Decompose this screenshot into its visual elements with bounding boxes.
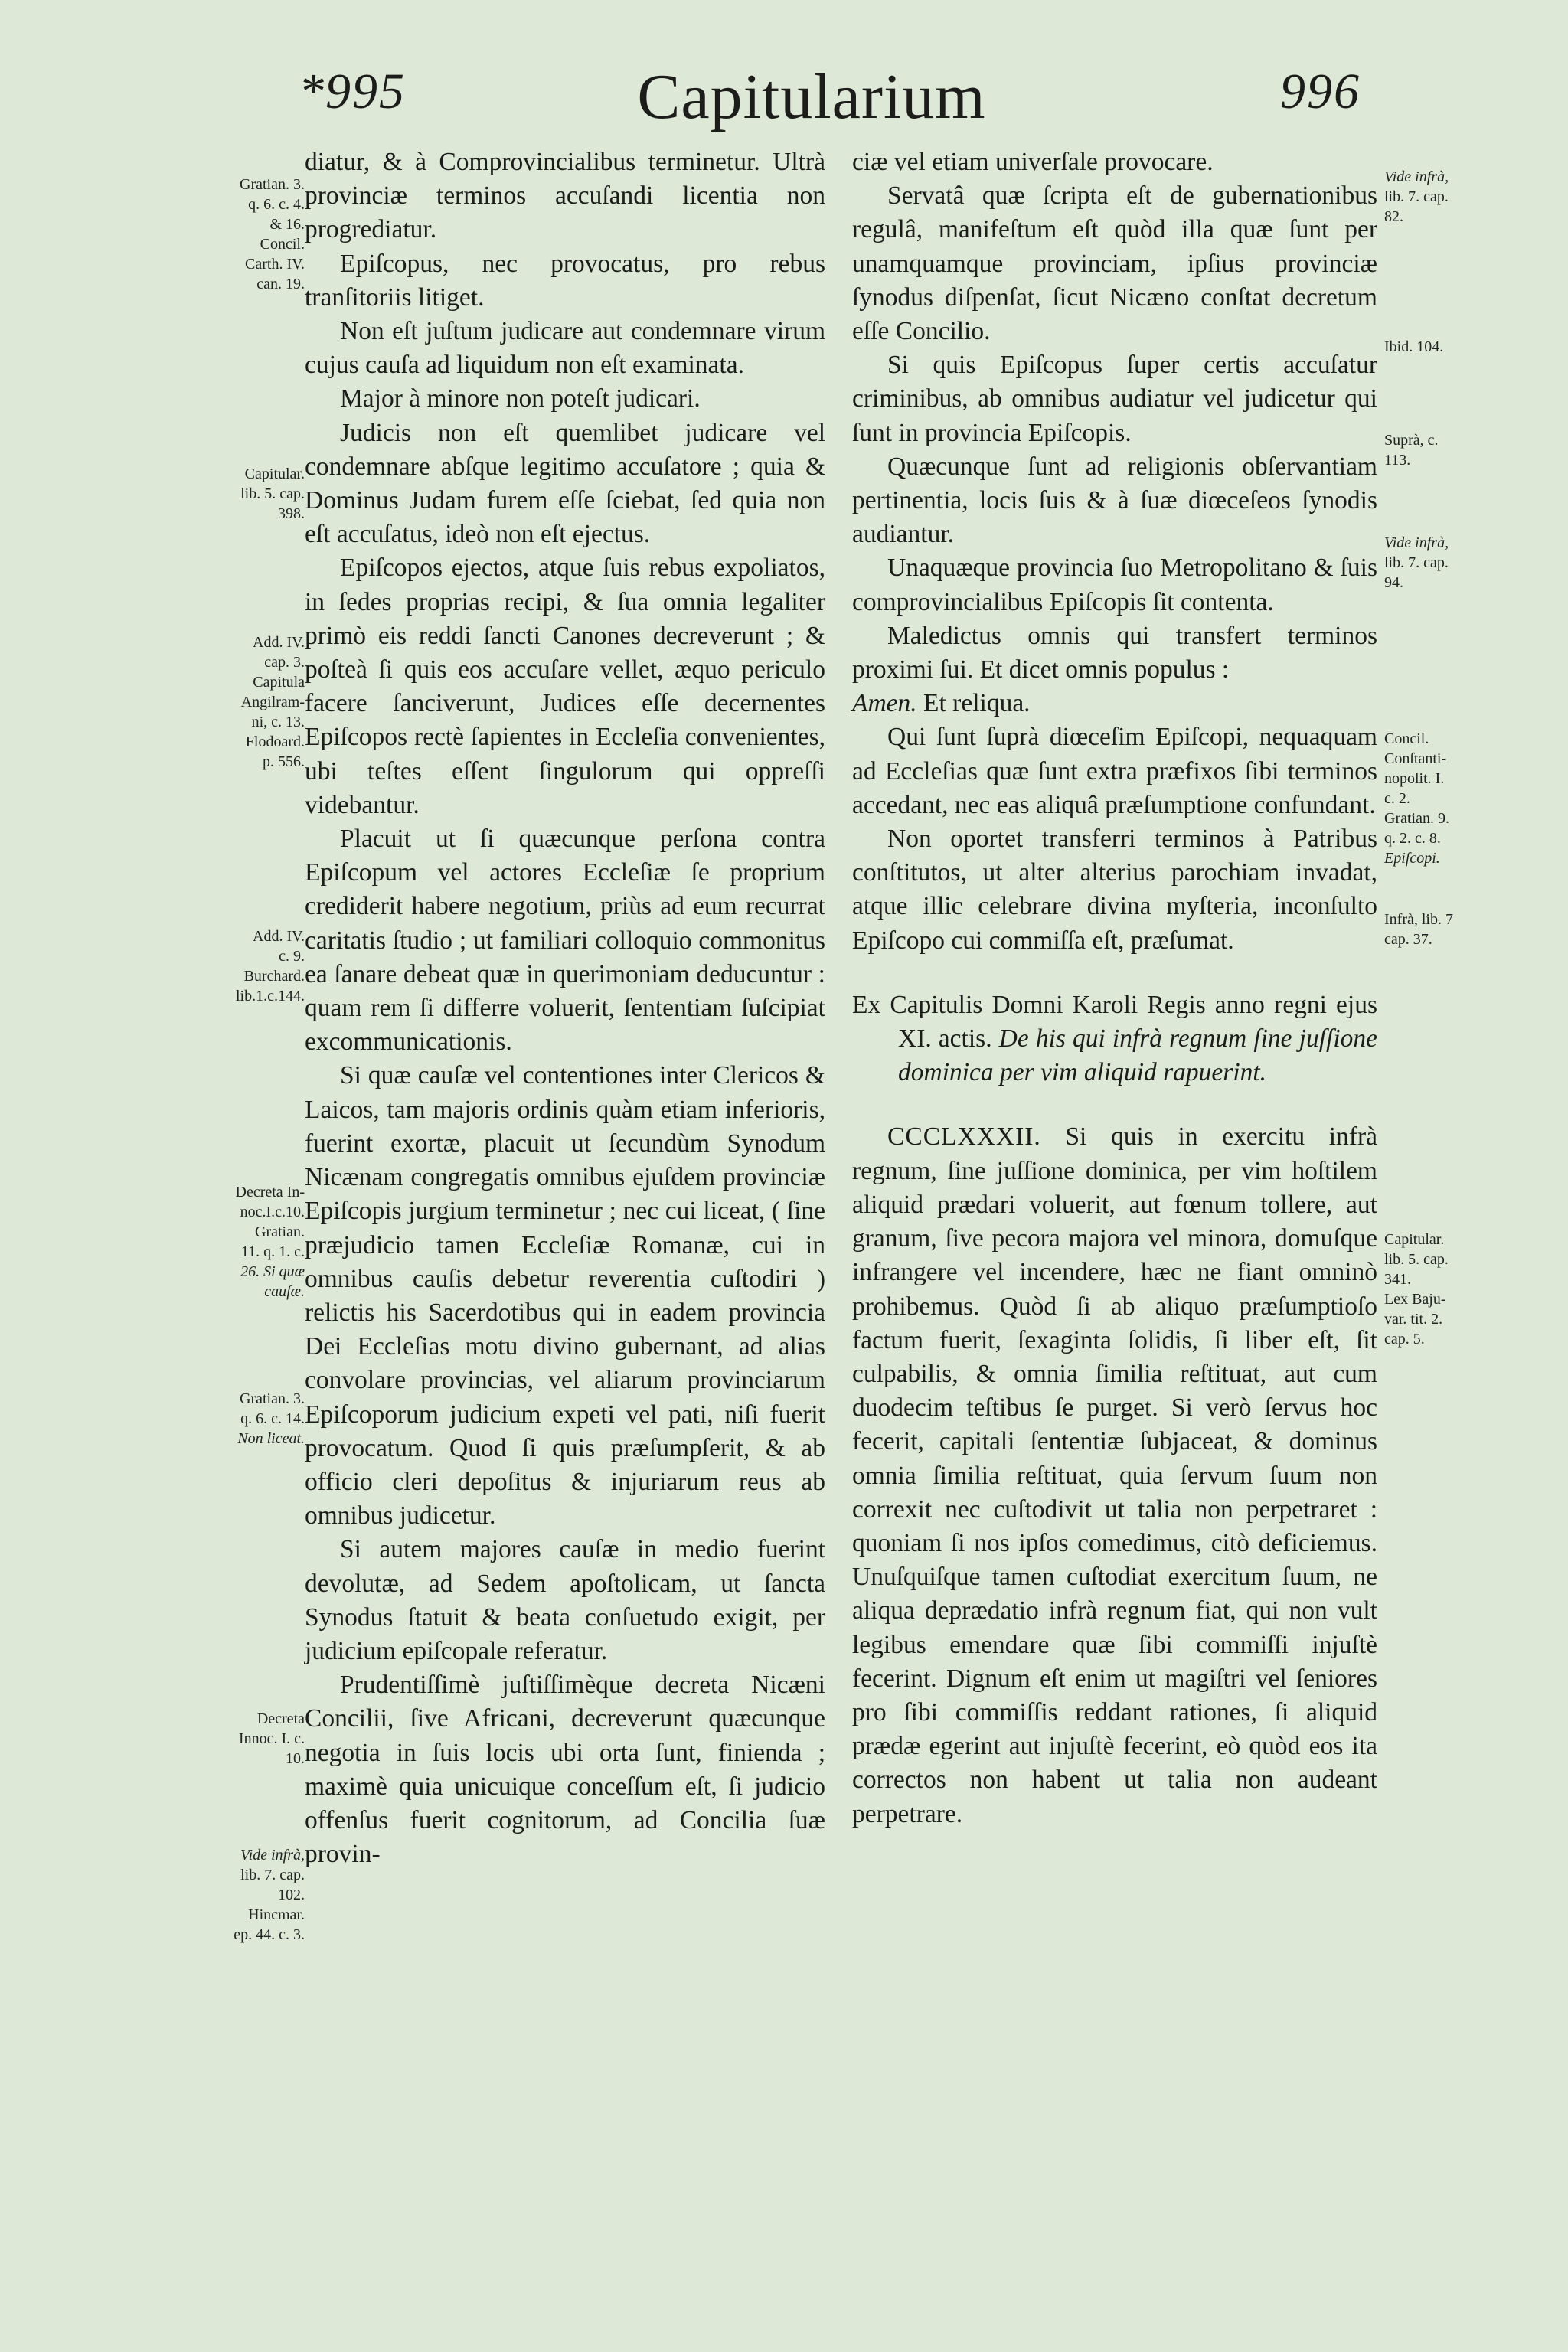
note-line: Gratian. [255, 1223, 305, 1240]
note-line: Non liceat. [237, 1430, 305, 1447]
note-line: nopolit. I. [1384, 770, 1445, 787]
note-line: 94. [1384, 574, 1403, 591]
running-head: Capitularium [637, 61, 986, 132]
note-line: lib. 7. cap. [240, 1867, 305, 1883]
note-line: Capitula [253, 674, 305, 691]
note-line: Ibid. 104. [1384, 338, 1444, 355]
note-line: Vide infrà, [240, 1847, 305, 1864]
paragraph: Epiſcopos ejectos, atque ſuis rebus expoliatos, in ſedes proprias recipi, & ſua omnia legaliter primò eis reddi ſancti Canones decreverunt ; & poſteà ſi quis eos accuſare vellet, æquo periculo facere ſanciverunt, Judices eſſe decernentes Epiſcopos rectè ſapientes in Eccleſia convenientes, ubi teſtes eſſent ſingulorum qui oppreſſi videbantur. [305, 554, 825, 819]
note-line: lib. 7. cap. [1384, 188, 1449, 205]
note-line: Concil. [260, 236, 305, 253]
paragraph: Non eſt juſtum judicare aut condemnare virum cujus cauſa ad liquidum non eſt examinata. [305, 317, 825, 380]
right-text-column [852, 145, 1377, 1831]
paragraph: Major à minore non poteſt judicari. [340, 384, 701, 413]
note-line: Gratian. 3. [240, 176, 305, 193]
note-line: q. 6. c. 4. [248, 196, 305, 213]
note-line: noc.I.c.10. [240, 1204, 305, 1220]
note-line: & 16. [270, 216, 305, 233]
note-line: Infrà, lib. 7 [1384, 911, 1453, 928]
margin-note [1384, 167, 1537, 227]
note-line: Suprà, c. [1384, 432, 1439, 449]
note-line: Capitular. [244, 466, 305, 482]
note-line: Flodoard. [245, 733, 305, 750]
chapter-text: Si quis in exercitu infrà regnum, ſine juſſione dominica, per vim hoſtilem aliquid prædari voluerit, aut fœnum tollere, aut granum, ſive pecora majora vel minora, domuſque infrangere vel incendere, hæc ne fiant omninò prohibemus. Quòd ſi ab aliquo præſumptioſo factum fuerit, ſexaginta ſolidis, ſi liber eſt, ſit culpabilis, & omnia ſimilia reſtituat, aut cum duodecim teſtibus ſe purget. Si verò ſervus hoc fecerit, capitali ſententiæ ſubjaceat, & dominus omnia ſimilia reſtituat, quia ſervum ſuum non correxit nec cuſtodivit ut talia non perpetraret : quoniam ſi nos ipſos comedimus, citò deficiemus. Unuſquiſque tamen cuſtodiat exercitum ſuum, ne aliqua deprædatio infrà regnum fiat, qui non vult legibus emendare quæ ſibi commiſſi injuſtè fecerint. Dignum eſt enim ut magiſtri vel ſeniores pro ſibi commiſſis reddant rationes, ſi aliquid prædæ egerint aut injuſtè fecerint, eò quòd eos ita correctos non habent ut talia non audeant perpetrare. [852, 1122, 1377, 1828]
note-line: var. tit. 2. [1384, 1311, 1443, 1328]
paragraph: Si quæ cauſæ vel contentiones inter Clericos & Laicos, tam majoris ordinis quàm etiam inferioris, fuerint exortæ, placuit ut ſecundùm Synodum Nicænam congregatis omnibus ejuſdem provinciæ Epiſcopis jurgium terminetur ; nec cui liceat, ( ſine præjudicio tamen Eccleſiæ Romanæ, cui in omnibus cauſis debetur reverentia cuſtodiri ) relictis his Sacerdotibus qui in eadem provincia Dei Eccleſias motu divino gubernant, ad alias convolare provincias, vel aliarum provinciarum Epiſcoporum judicium expeti vel pati, niſi fuerit provocatum. Quod ſi quis præſumpſerit, & ab officio cleri depoſitus & injuriarum reus ab omnibus judicetur. [305, 1061, 825, 1530]
note-line: c. 2. [1384, 790, 1410, 807]
margin-note [182, 1845, 305, 1945]
note-line: Conſtanti- [1384, 750, 1447, 767]
note-line: Decreta [256, 1710, 305, 1727]
paragraph: Si autem majores cauſæ in medio fuerint devolutæ, ad Sedem apoſtolicam, ut ſancta Synodus ſtatuit & beata conſuetudo exigit, per judicium epiſcopale referatur. [305, 1535, 825, 1665]
paragraph-text: Maledictus omnis qui transfert terminos proximi ſui. Et dicet omnis populus : [852, 621, 1377, 684]
note-line: q. 6. c. 14. [240, 1410, 305, 1427]
note-line: 10. [286, 1750, 305, 1767]
note-line: 26. Si quæ [240, 1263, 305, 1280]
margin-note [182, 1182, 305, 1302]
note-line: Add. IV. [253, 928, 305, 945]
note-line: Lex Baju- [1384, 1291, 1446, 1308]
note-line: cap. 5. [1384, 1331, 1425, 1348]
margin-note [182, 926, 305, 1006]
paragraph: Non oportet transferri terminos à Patribus conſtitutos, ut alter alterius parochiam invadat, atque illic celebrare divina myſteria, inconſulto Epiſcopo cui commiſſa eſt, præſumat. [852, 825, 1377, 955]
note-line: Capitular. [1384, 1231, 1445, 1248]
note-line: ni, c. 13. [251, 714, 305, 730]
note-line: 82. [1384, 208, 1403, 225]
capitulum-title: De his qui infrà regnum ſine juſſione dominica per vim aliquid rapuerint. [898, 1024, 1377, 1087]
note-line: Gratian. 9. [1384, 810, 1449, 827]
note-line: cap. 37. [1384, 931, 1432, 948]
paragraph: Quæcunque ſunt ad religionis obſervantiam pertinentia, locis ſuis & à ſuæ diœceſeos ſynodis audiantur. [852, 452, 1377, 549]
margin-note [182, 632, 305, 772]
note-line: Burchard. [243, 968, 305, 985]
margin-note [182, 464, 305, 524]
note-line: ep. 44. c. 3. [234, 1926, 305, 1943]
note-line: 398. [278, 505, 305, 522]
left-text-column [305, 145, 825, 1871]
paragraph: diatur, & à Comprovincialibus terminetur. Ultrà provinciæ terminos accuſandi licentia non progrediatur. [305, 148, 825, 244]
note-line: Decreta In- [235, 1184, 305, 1200]
paragraph: Unaquæque provincia ſuo Metropolitano & ſuis comprovincialibus Epiſcopis ſit contenta. [852, 554, 1377, 616]
paragraph [852, 619, 1377, 721]
note-line: lib. 5. cap. [1384, 1251, 1449, 1268]
note-line: Gratian. 3. [240, 1390, 305, 1407]
margin-note [1384, 1230, 1537, 1349]
note-line: Concil. [1384, 730, 1429, 747]
note-line: Vide infrà, [1384, 168, 1449, 185]
note-line: q. 2. c. 8. [1384, 830, 1441, 847]
paragraph: Judicis non eſt quemlibet judicare vel condemnare abſque legitimo accuſatore ; quia & Dominus Judam furem eſſe ſciebat, ſed quia non eſt accuſatus, ideò non eſt ejectus. [305, 418, 825, 549]
margin-note [182, 1709, 305, 1769]
note-line: 341. [1384, 1271, 1411, 1288]
note-line: c. 9. [279, 948, 305, 965]
note-line: Carth. IV. [245, 256, 305, 273]
note-line: lib. 5. cap. [240, 485, 305, 502]
paragraph: ciæ vel etiam univerſale provocare. [852, 148, 1214, 176]
note-line: Hincmar. [248, 1906, 305, 1923]
note-line: Vide infrà, [1384, 534, 1449, 551]
note-line: can. 19. [256, 276, 305, 292]
note-line: 113. [1384, 452, 1411, 469]
paragraph: Placuit ut ſi quæcunque perſona contra Epiſcopum vel actores Eccleſiæ ſe proprium crediderit habere negotium, priùs ad eum recurrat caritatis ſtudio ; ut familiari colloquio commonitus ea ſanare debeat quæ in querimoniam deducuntur : quam rem ſi differre voluerit, ſententiam ſuſcipiat excommunicationis. [305, 825, 825, 1057]
paragraph: Qui ſunt ſuprà diœceſim Epiſcopi, nequaquam ad Eccleſias quæ ſunt extra præfixos ſibi terminos accedant, nec eas aliquâ præſumptione confundant. [852, 723, 1377, 819]
amen-word: Amen. [852, 689, 917, 718]
right-page-number: 996 [1280, 64, 1361, 119]
note-line: Angilram- [240, 694, 305, 710]
margin-note [1384, 729, 1537, 868]
note-line: cap. 3. [264, 654, 305, 671]
capitulum-heading-text [852, 988, 1377, 1090]
left-page-number: *995 [299, 64, 406, 119]
capitulum-source: Ex Capitulis Domni Karoli Regis anno regni ejus XI. actis. [852, 990, 1377, 1054]
paragraph: Prudentiſſimè juſtiſſimèque decreta Nicæni Concilii, ſive Africani, decreverunt quæcunque negotia in ſuis locis ubi orta ſunt, finienda ; maximè quia unicuique conceſſum eſt, ſi judicio offenſus fuerit cognitorum, ad Concilia ſuæ provin- [305, 1671, 825, 1869]
note-line: Epiſcopi. [1384, 850, 1440, 867]
paragraph: Epiſcopus, nec provocatus, pro rebus tranſitoriis litiget. [305, 249, 825, 312]
capitulum-heading [852, 988, 1377, 1090]
amen-rest: Et reliqua. [916, 689, 1031, 718]
paragraph: Servatâ quæ ſcripta eſt de gubernationibus regulâ, manifeſtum eſt quòd illa quæ ſunt per unamquamque provinciam, ipſius provinciæ ſynodus diſpenſat, ſicut Nicæno conſtat decretum eſſe Concilio. [852, 181, 1377, 346]
note-line: lib.1.c.144. [236, 988, 305, 1004]
margin-note [1384, 910, 1537, 949]
margin-note [1384, 430, 1537, 470]
chapter-paragraph [852, 1120, 1377, 1831]
note-line: lib. 7. cap. [1384, 554, 1449, 571]
note-line: 102. [278, 1886, 305, 1903]
margin-note [182, 1389, 305, 1449]
margin-note [1384, 533, 1537, 593]
margin-note [182, 175, 305, 294]
note-line: p. 556. [263, 753, 305, 770]
margin-note [1384, 337, 1537, 357]
note-line: 11. q. 1. c. [240, 1243, 305, 1260]
note-line: cauſæ. [264, 1283, 305, 1300]
chapter-number: CCCLXXXII. [887, 1122, 1041, 1152]
paragraph: Si quis Epiſcopus ſuper certis accuſatur criminibus, ab omnibus audiatur vel judicetur qui ſunt in provincia Epiſcopis. [852, 351, 1377, 447]
note-line: Innoc. I. c. [238, 1730, 305, 1747]
note-line: Add. IV. [253, 634, 305, 651]
